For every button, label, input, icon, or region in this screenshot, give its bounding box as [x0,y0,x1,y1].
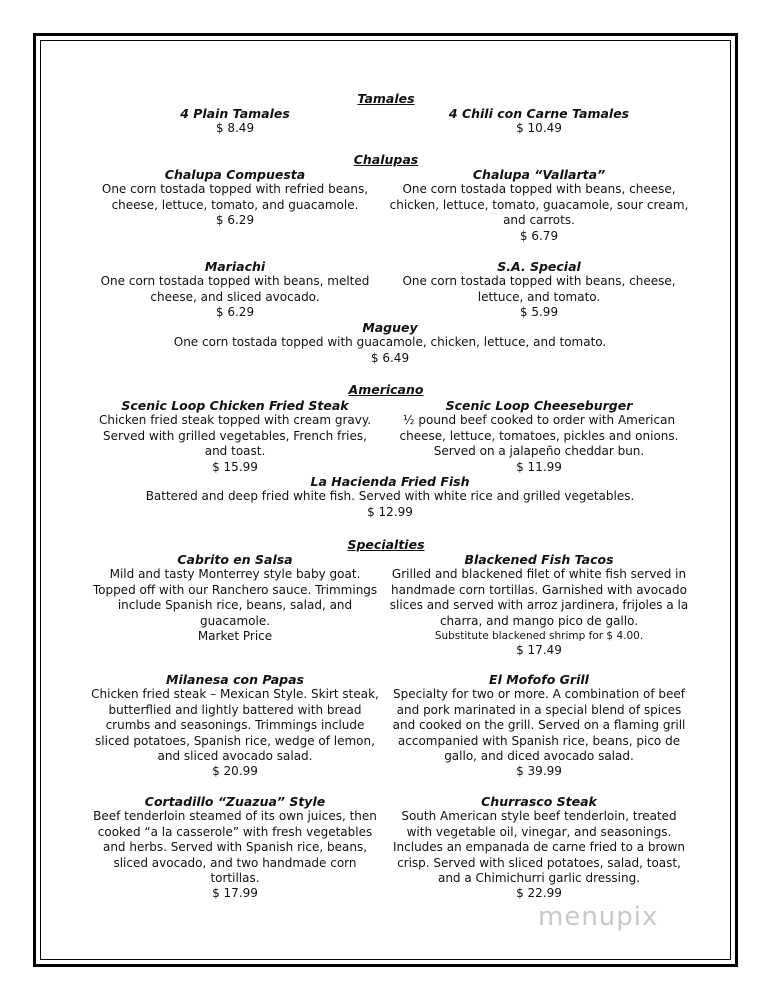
menu-item [90,259,380,321]
menu-item [90,398,380,475]
item-price: $ 39.99 [516,764,562,779]
section-heading-chalupas: Chalupas [353,152,419,167]
item-price: $ 17.49 [516,643,562,658]
item-name: Scenic Loop Chicken Fried Steak [121,398,349,413]
item-description: Mild and tasty Monterrey style baby goat. Topped off with our Ranchero sauce. Trimmings include Spanish rice, beans, salad, and guacamole. [92,567,378,628]
section-heading-americano: Americano [348,382,424,397]
menu-item [90,552,380,644]
item-description: One corn tostada topped with beans, cheese, chicken, lettuce, tomato, guacamole, sour cream, and carrots. [389,182,689,228]
item-description: Specialty for two or more. A combination of beef and pork marinated in a special blend of spices and cooked on the grill. Served on a flaming grill accompanied with Spanish rice, beans, pico de gallo, and diced avocado salad. [392,687,686,764]
item-price: $ 6.49 [370,350,410,365]
menu-item [388,552,690,658]
menu-item [90,106,380,137]
item-name: Maguey [362,320,418,335]
item-description: One corn tostada topped with beans, cheese, lettuce, and tomato. [402,274,676,304]
item-price: $ 5.99 [519,305,559,320]
menu-item [388,259,690,321]
item-name: Milanesa con Papas [166,672,304,687]
item-name: El Mofofo Grill [489,672,589,687]
item-description: ½ pound beef cooked to order with American cheese, lettuce, tomatoes, pickles and onions. Served on a jalapeño cheddar bun. [399,413,679,459]
menu-item [90,672,380,780]
item-description: Beef tenderloin steamed of its own juices, then cooked “a la casserole” with fresh vegetables and herbs. Served with Spanish rice, beans, sliced avocado, and two handmade corn tortillas. [93,809,377,886]
item-price: $ 17.99 [212,886,258,901]
item-description: One corn tostada topped with refried beans, cheese, lettuce, tomato, and guacamole. [101,182,369,212]
item-price: $ 15.99 [212,459,258,474]
item-price: $ 20.99 [212,764,258,779]
item-price: $ 11.99 [516,459,562,474]
item-name: 4 Chili con Carne Tamales [448,106,630,121]
item-note: Substitute blackened shrimp for $ 4.00. [434,630,644,643]
menu-item [90,167,380,229]
menu-item [388,672,690,780]
item-name: Cabrito en Salsa [177,552,293,567]
item-description: Chicken fried steak topped with cream gravy. Served with grilled vegetables, French fries, and toast. [98,413,372,459]
watermark: menupix [538,902,659,932]
item-price: $ 12.99 [367,504,413,519]
section-heading-specialties: Specialties [347,537,425,552]
item-price: Market Price [197,629,273,644]
menu-item [90,474,690,520]
item-name: Chalupa Compuesta [164,167,306,182]
item-price: $ 8.49 [215,121,255,136]
menu-item [90,794,380,902]
item-name: Mariachi [204,259,266,274]
item-name: Blackened Fish Tacos [464,552,614,567]
item-price: $ 22.99 [516,886,562,901]
item-price: $ 6.29 [215,213,255,228]
item-description: Chicken fried steak – Mexican Style. Skirt steak, butterflied and lightly battered with bread crumbs and seasonings. Trimmings include sliced potatoes, Spanish rice, wedge of lemon, and sliced avocado salad. [91,687,379,764]
item-description: One corn tostada topped with guacamole, chicken, lettuce, and tomato. [173,335,607,350]
menu-item [388,167,690,244]
item-name: S.A. Special [497,259,581,274]
item-description: One corn tostada topped with beans, melted cheese, and sliced avocado. [100,274,370,304]
item-description: Grilled and blackened filet of white fish served in handmade corn tortillas. Garnished with avocado slices and served with arroz jardinera, frijoles a la charra, and mango pico de gallo. [389,567,689,628]
item-name: Scenic Loop Cheeseburger [445,398,633,413]
menu-item [388,398,690,475]
item-name: 4 Plain Tamales [180,106,290,121]
item-price: $ 10.49 [516,121,562,136]
menu-item [90,320,690,366]
item-description: South American style beef tenderloin, treated with vegetable oil, vinegar, and seasonings. Includes an empanada de carne fried to a brown crisp. Served with sliced potatoes, salad, toast, and a Chimichurri garlic dressing. [393,809,685,886]
item-description: Battered and deep fried white fish. Served with white rice and grilled vegetables. [145,489,635,504]
item-name: La Hacienda Fried Fish [310,474,470,489]
menu-item [388,794,690,902]
item-name: Churrasco Steak [481,794,597,809]
menu-item [388,106,690,137]
item-name: Chalupa “Vallarta” [472,167,606,182]
item-price: $ 6.79 [519,228,559,243]
section-heading-tamales: Tamales [357,91,415,106]
item-name: Cortadillo “Zuazua” Style [144,794,326,809]
item-price: $ 6.29 [215,305,255,320]
